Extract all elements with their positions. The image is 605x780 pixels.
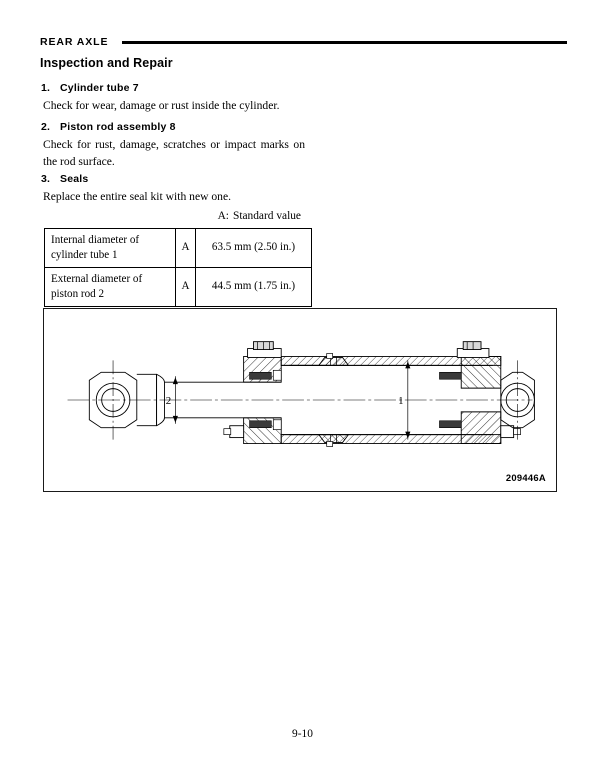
step-heading-3 (41, 173, 88, 185)
standard-value-symbol: A: (217, 210, 229, 222)
table-row (45, 229, 312, 268)
figure-hydraulic-cylinder (43, 308, 557, 492)
hydraulic-cylinder-drawing (44, 309, 556, 491)
standard-value-text: Standard value (232, 210, 301, 222)
step-body-2: Check for rust, damage, scratches or impact marks on the rod surface. (43, 138, 305, 168)
step-label-1: Cylinder tube 7 (60, 82, 139, 94)
callout-1: 1 (398, 394, 404, 407)
spec-value-2: 44.5 mm (1.75 in.) (196, 268, 312, 307)
step-number-2: 2. (41, 121, 51, 133)
step-label-2: Piston rod assembly 8 (60, 121, 176, 133)
step-heading-1 (41, 82, 139, 94)
standard-value-caption (0, 210, 301, 222)
spec-label-1: Internal diameter of cylinder tube 1 (45, 229, 176, 268)
step-number-3: 3. (41, 173, 51, 185)
step-label-3: Seals (60, 173, 89, 185)
step-body-3: Replace the entire seal kit with new one. (43, 190, 232, 203)
step-body-1: Check for wear, damage or rust inside the cylinder. (43, 99, 280, 112)
specification-table (44, 228, 312, 307)
figure-id: 209446A (505, 472, 546, 483)
running-header (40, 33, 567, 51)
page-title: Inspection and Repair (40, 56, 173, 70)
callout-2: 2 (165, 394, 172, 407)
spec-symbol-1: A (176, 229, 196, 268)
page-number: 9-10 (292, 728, 313, 740)
step-heading-2 (41, 121, 176, 133)
spec-label-2: External diameter of piston rod 2 (45, 268, 176, 307)
step-number-1: 1. (41, 82, 51, 94)
table-row (45, 268, 312, 307)
header-title: REAR AXLE (40, 36, 109, 48)
spec-value-1: 63.5 mm (2.50 in.) (196, 229, 312, 268)
spec-symbol-2: A (176, 268, 196, 307)
header-rule (122, 41, 567, 43)
